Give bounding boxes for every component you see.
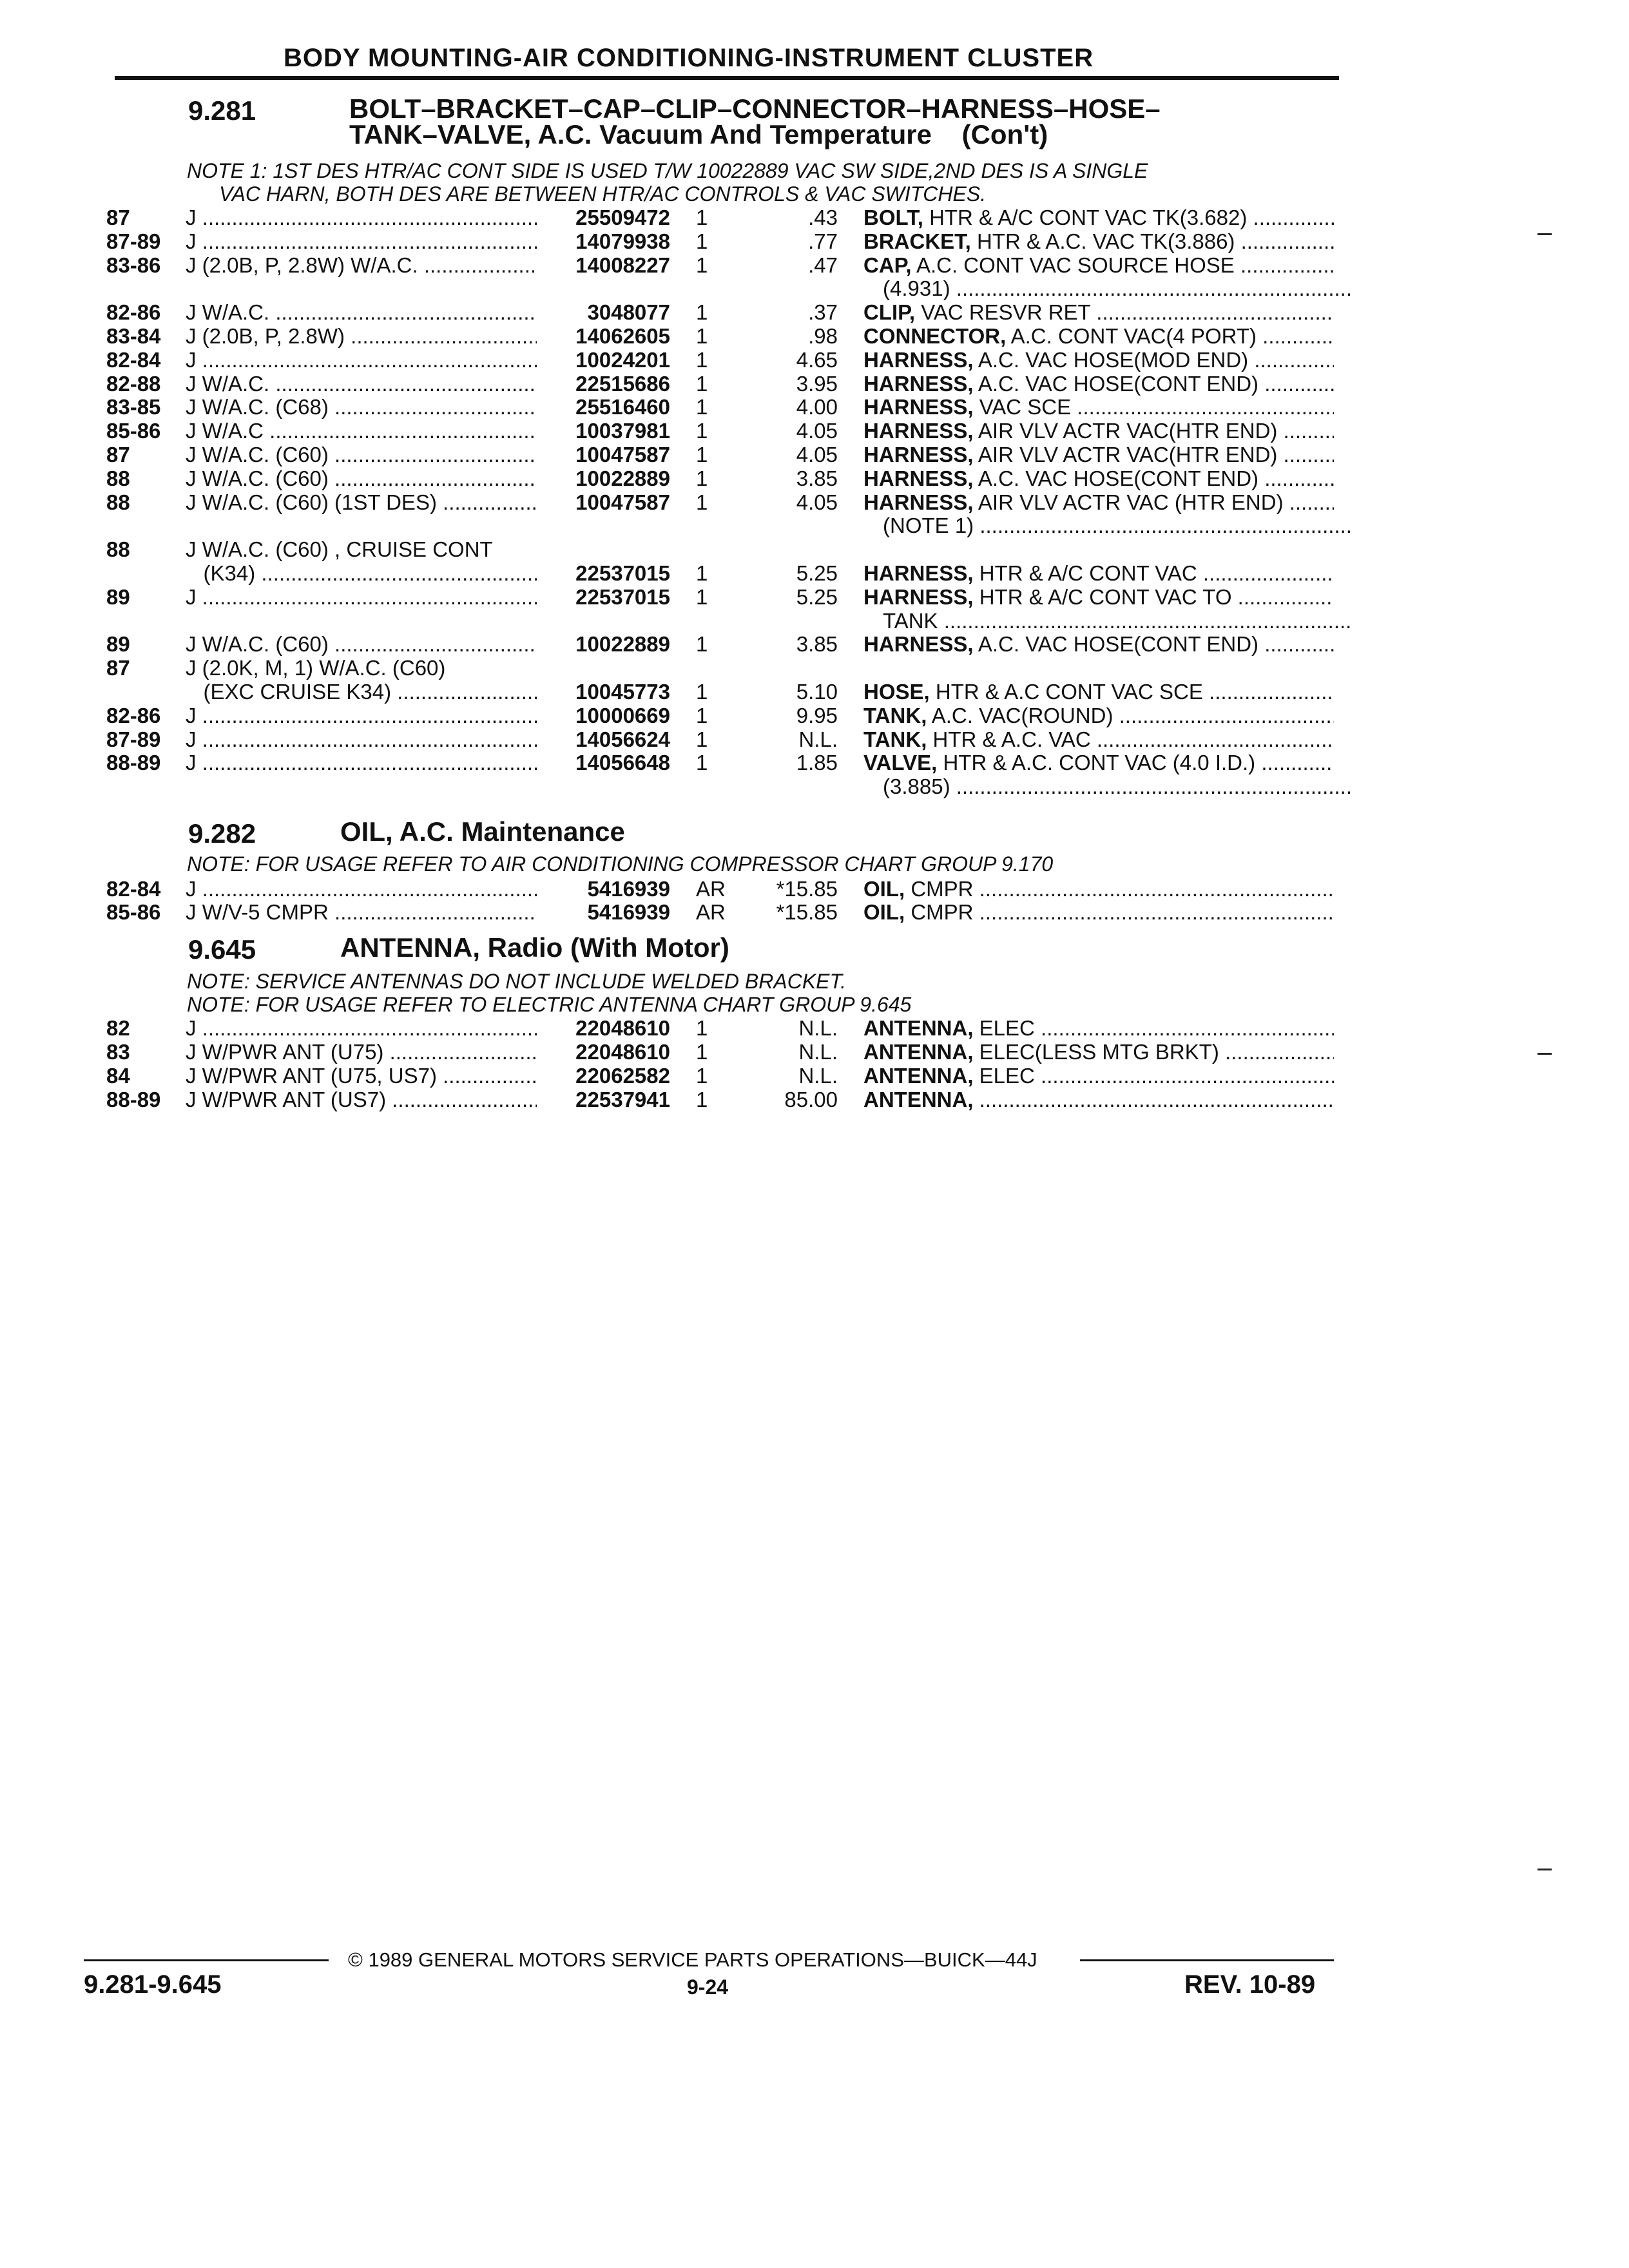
part-detail: HTR & A.C. VAC TK(3.886) (977, 230, 1235, 253)
part-row (0, 349, 1629, 372)
part-name: HARNESS, (863, 562, 974, 585)
quantity: 1 (696, 395, 708, 419)
part-detail: HTR & A.C. CONT VAC (4.0 I.D.) (943, 751, 1256, 774)
price: .43 (808, 206, 838, 229)
usage-code: J W/PWR ANT (U75, US7) ..... (186, 1064, 537, 1088)
usage-code: J ..... (186, 751, 537, 774)
part-number: 14079938 (575, 229, 670, 253)
part-description (863, 325, 1334, 348)
part-description (863, 396, 1334, 419)
footer-copyright: © 1989 GENERAL MOTORS SERVICE PARTS OPERATIONS—BUICK—44J (348, 1948, 1037, 1971)
part-name: HARNESS, (863, 349, 974, 372)
price: 5.10 (796, 680, 838, 704)
usage-code: J (2.0B, P, 2.8W) ..... (186, 325, 537, 348)
quantity: 1 (696, 751, 708, 774)
model-years: 82-88 (106, 372, 161, 396)
part-description (863, 728, 1334, 751)
part-description (863, 230, 1334, 253)
part-number: 10037981 (575, 419, 670, 443)
part-number: 10047587 (575, 490, 670, 514)
model-years: 85-86 (106, 419, 161, 443)
usage-code: (EXC CRUISE K34) ..... (186, 680, 537, 704)
part-name: OIL, (863, 878, 905, 901)
quantity: 1 (696, 466, 708, 490)
quantity: 1 (696, 490, 708, 514)
quantity: 1 (696, 561, 708, 585)
part-detail: A.C. VAC HOSE(CONT END) (978, 633, 1259, 656)
part-description (863, 878, 1334, 901)
part-number: 22537941 (575, 1088, 670, 1111)
price: .98 (808, 324, 838, 348)
model-years: 88 (106, 466, 130, 490)
model-years: 83-84 (106, 324, 161, 348)
model-years: 82-86 (106, 704, 161, 727)
model-years: 85-86 (106, 900, 161, 924)
part-description (863, 1041, 1334, 1064)
price: *15.85 (776, 877, 838, 901)
part-description (863, 562, 1334, 585)
part-description (863, 277, 1353, 300)
part-description (863, 372, 1334, 396)
part-description (863, 610, 1353, 633)
part-number: 14008227 (575, 253, 670, 277)
part-name: VALVE, (863, 751, 938, 774)
part-detail: A.C. VAC HOSE(MOD END) (978, 349, 1249, 372)
part-detail: ELEC (979, 1017, 1035, 1040)
part-row (0, 372, 1629, 396)
part-description (863, 206, 1334, 229)
usage-code: J W/A.C. (C68) ..... (186, 396, 537, 419)
part-row (0, 419, 1629, 443)
margin-mark (1537, 1053, 1552, 1055)
part-name: CAP, (863, 254, 912, 277)
part-row (0, 728, 1629, 751)
price: 1.85 (796, 751, 838, 774)
quantity: 1 (696, 300, 708, 324)
model-years: 88-89 (106, 1088, 161, 1111)
model-years: 87-89 (106, 229, 161, 253)
quantity: 1 (696, 1064, 708, 1088)
part-row (0, 396, 1629, 419)
part-row (0, 562, 1629, 585)
section-note: NOTE: FOR USAGE REFER TO ELECTRIC ANTENNA CHART GROUP 9.645 (187, 993, 912, 1016)
part-name: HARNESS, (863, 491, 974, 514)
price: N.L. (798, 1040, 838, 1064)
part-row (0, 491, 1629, 514)
quantity: 1 (696, 206, 708, 229)
part-detail: A.C. CONT VAC SOURCE HOSE (916, 254, 1235, 277)
margin-mark (1537, 1869, 1552, 1870)
part-number: 22537015 (575, 561, 670, 585)
model-years: 87 (106, 443, 130, 466)
quantity: 1 (696, 1040, 708, 1064)
part-description (863, 419, 1334, 443)
part-row (0, 206, 1629, 229)
header-rule (115, 76, 1339, 80)
part-row (0, 301, 1629, 324)
price: 4.65 (796, 348, 838, 372)
model-years: 88 (106, 490, 130, 514)
page-header-title: BODY MOUNTING-AIR CONDITIONING-INSTRUMENT CLUSTER (284, 44, 1094, 72)
section-note: NOTE: SERVICE ANTENNAS DO NOT INCLUDE WELDED BRACKET. (187, 970, 846, 993)
footer-rule-right (1080, 1959, 1334, 1961)
section-title: ANTENNA, Radio (With Motor) (340, 932, 729, 963)
part-detail: HTR & A/C CONT VAC (979, 562, 1197, 585)
part-detail: (NOTE 1) (883, 514, 974, 537)
section-number: 9.282 (188, 818, 256, 849)
section-number: 9.281 (188, 95, 256, 126)
quantity: 1 (696, 1016, 708, 1040)
part-detail: CMPR (911, 878, 974, 901)
part-description (863, 301, 1334, 324)
part-detail: VAC SCE (979, 396, 1072, 419)
quantity: 1 (696, 372, 708, 396)
part-name: HARNESS, (863, 419, 974, 443)
price: 9.95 (796, 704, 838, 727)
price: .37 (808, 300, 838, 324)
usage-code: J W/A.C. (C60) (1ST DES) ..... (186, 491, 537, 514)
part-description (863, 467, 1334, 490)
part-detail: ELEC(LESS MTG BRKT) (979, 1041, 1219, 1064)
usage-code: J ..... (186, 728, 537, 751)
part-detail: HTR & A.C CONT VAC SCE (935, 680, 1203, 704)
part-row (0, 680, 1629, 704)
part-name: ANTENNA, (863, 1041, 974, 1064)
part-name: OIL, (863, 901, 905, 924)
part-detail: A.C. VAC(ROUND) (931, 704, 1113, 727)
part-detail: VAC RESVR RET (921, 301, 1091, 324)
part-description (863, 491, 1334, 514)
part-number: 22048610 (575, 1040, 670, 1064)
part-description (863, 349, 1334, 372)
part-row (0, 1017, 1629, 1040)
part-name: BOLT, (863, 206, 923, 229)
footer-section-range: 9.281-9.645 (84, 1970, 222, 1999)
model-years: 88-89 (106, 751, 161, 774)
part-description (863, 1088, 1334, 1111)
part-number: 14056648 (575, 751, 670, 774)
price: 5.25 (796, 561, 838, 585)
model-years: 84 (106, 1064, 130, 1088)
usage-code: J ..... (186, 349, 537, 372)
model-years: 83-86 (106, 253, 161, 277)
model-years: 88 (106, 537, 130, 561)
part-row (0, 538, 1629, 561)
part-name: BRACKET, (863, 230, 971, 253)
part-description (863, 704, 1334, 727)
model-years: 82-84 (106, 348, 161, 372)
part-row (0, 254, 1629, 277)
part-description (863, 586, 1334, 609)
part-row (0, 878, 1629, 901)
model-years: 87 (106, 206, 130, 229)
quantity: AR (696, 900, 726, 924)
part-detail: TANK (883, 610, 938, 633)
part-name: HOSE, (863, 680, 930, 704)
quantity: 1 (696, 324, 708, 348)
part-name: HARNESS, (863, 443, 974, 466)
part-name: CLIP, (863, 301, 916, 324)
quantity: 1 (696, 443, 708, 466)
part-detail: HTR & A/C CONT VAC TK(3.682) (929, 206, 1248, 229)
part-number: 10022889 (575, 632, 670, 656)
part-name: CONNECTOR, (863, 325, 1007, 348)
usage-code: J W/V-5 CMPR ..... (186, 901, 537, 924)
part-description (863, 680, 1334, 704)
part-name: HARNESS, (863, 467, 974, 490)
part-number: 5416939 (587, 877, 670, 901)
usage-code: J W/PWR ANT (U75) ..... (186, 1041, 537, 1064)
price: 4.05 (796, 490, 838, 514)
usage-code: J ..... (186, 704, 537, 727)
part-number: 22537015 (575, 585, 670, 609)
part-number: 14062605 (575, 324, 670, 348)
quantity: 1 (696, 1088, 708, 1111)
price: *15.85 (776, 900, 838, 924)
part-detail: AIR VLV ACTR VAC(HTR END) (978, 443, 1278, 466)
price: 3.85 (796, 632, 838, 656)
part-description (863, 1017, 1334, 1040)
quantity: 1 (696, 229, 708, 253)
part-number: 5416939 (587, 900, 670, 924)
part-description (863, 514, 1353, 537)
part-row (0, 467, 1629, 490)
quantity: 1 (696, 253, 708, 277)
usage-code: J (2.0B, P, 2.8W) W/A.C. ..... (186, 254, 537, 277)
model-years: 89 (106, 632, 130, 656)
model-years: 82 (106, 1016, 130, 1040)
part-row (0, 704, 1629, 727)
part-row (0, 230, 1629, 253)
usage-code: J W/A.C. ..... (186, 301, 537, 324)
footer-revision: REV. 10-89 (1184, 1970, 1316, 1999)
model-years: 82-86 (106, 300, 161, 324)
part-detail: A.C. CONT VAC(4 PORT) (1010, 325, 1257, 348)
quantity: 1 (696, 704, 708, 727)
part-name: TANK, (863, 704, 927, 727)
section-note: NOTE: FOR USAGE REFER TO AIR CONDITIONING COMPRESSOR CHART GROUP 9.170 (187, 852, 1054, 876)
usage-code: J W/A.C. (C60) ..... (186, 633, 537, 656)
usage-code: (K34) ..... (186, 562, 537, 585)
usage-code: J W/A.C. (C60) ..... (186, 443, 537, 466)
part-row (0, 586, 1629, 609)
usage-code: J W/PWR ANT (US7) ..... (186, 1088, 537, 1111)
part-name: HARNESS, (863, 372, 974, 396)
part-description (863, 751, 1334, 774)
usage-code: J ..... (186, 878, 537, 901)
part-number: 3048077 (587, 300, 670, 324)
price: .47 (808, 253, 838, 277)
section-note: VAC HARN, BOTH DES ARE BETWEEN HTR/AC CONTROLS & VAC SWITCHES. (219, 182, 987, 206)
part-name: TANK, (863, 728, 927, 751)
usage-code: J (2.0K, M, 1) W/A.C. (C60) (186, 657, 446, 680)
part-description (863, 633, 1334, 656)
section-title: OIL, A.C. Maintenance (340, 816, 625, 847)
part-number: 22515686 (575, 372, 670, 396)
part-row (0, 657, 1629, 680)
part-row (0, 775, 1629, 798)
part-name: ANTENNA, (863, 1088, 974, 1111)
part-detail: HTR & A/C CONT VAC TO (979, 586, 1232, 609)
usage-code: J W/A.C ..... (186, 419, 537, 443)
part-number: 10045773 (575, 680, 670, 704)
part-number: 14056624 (575, 727, 670, 751)
usage-code: J W/A.C. (C60) , CRUISE CONT (186, 538, 493, 561)
price: 3.95 (796, 372, 838, 396)
part-number: 10000669 (575, 704, 670, 727)
part-detail: AIR VLV ACTR VAC (HTR END) (978, 491, 1284, 514)
part-row (0, 277, 1629, 300)
price: N.L. (798, 1064, 838, 1088)
usage-code: J ..... (186, 230, 537, 253)
usage-code: J W/A.C. ..... (186, 372, 537, 396)
price: .77 (808, 229, 838, 253)
part-description (863, 775, 1353, 798)
part-detail: A.C. VAC HOSE(CONT END) (978, 467, 1259, 490)
footer-page-number: 9-24 (687, 1975, 729, 1999)
price: 3.85 (796, 466, 838, 490)
part-detail: A.C. VAC HOSE(CONT END) (978, 372, 1259, 396)
part-detail: AIR VLV ACTR VAC(HTR END) (978, 419, 1278, 443)
model-years: 89 (106, 585, 130, 609)
quantity: 1 (696, 419, 708, 443)
section-title: BOLT–BRACKET–CAP–CLIP–CONNECTOR–HARNESS–HOSE– (349, 93, 1161, 124)
part-row (0, 1041, 1629, 1064)
section-title-continued: TANK–VALVE, A.C. Vacuum And Temperature (Con't) (349, 119, 1048, 149)
usage-code: J W/A.C. (C60) ..... (186, 467, 537, 490)
part-number: 10024201 (575, 348, 670, 372)
part-number: 22048610 (575, 1016, 670, 1040)
part-detail: CMPR (911, 901, 974, 924)
usage-code: J ..... (186, 206, 537, 229)
part-number: 25509472 (575, 206, 670, 229)
price: 85.00 (784, 1088, 838, 1111)
part-description (863, 254, 1334, 277)
price: N.L. (798, 1016, 838, 1040)
quantity: 1 (696, 585, 708, 609)
price: 4.05 (796, 443, 838, 466)
price: N.L. (798, 727, 838, 751)
footer-rule-left (84, 1959, 329, 1961)
part-detail: (4.931) (883, 277, 950, 300)
section-number: 9.645 (188, 934, 256, 965)
quantity: AR (696, 877, 726, 901)
part-number: 25516460 (575, 395, 670, 419)
model-years: 87-89 (106, 727, 161, 751)
quantity: 1 (696, 680, 708, 704)
price: 5.25 (796, 585, 838, 609)
part-description (863, 1064, 1334, 1088)
part-detail: HTR & A.C. VAC (932, 728, 1091, 751)
price: 4.05 (796, 419, 838, 443)
part-number: 10047587 (575, 443, 670, 466)
part-row (0, 1088, 1629, 1111)
part-name: HARNESS, (863, 586, 974, 609)
part-detail: ELEC (979, 1064, 1035, 1088)
quantity: 1 (696, 348, 708, 372)
model-years: 83-85 (106, 395, 161, 419)
part-name: ANTENNA, (863, 1064, 974, 1088)
part-row (0, 443, 1629, 466)
usage-code: J ..... (186, 586, 537, 609)
part-row (0, 751, 1629, 774)
section-note: NOTE 1: 1ST DES HTR/AC CONT SIDE IS USED T/W 10022889 VAC SW SIDE,2ND DES IS A SINGLE (187, 159, 1148, 182)
model-years: 87 (106, 656, 130, 680)
part-description (863, 901, 1334, 924)
margin-mark (1537, 233, 1552, 235)
part-description (863, 443, 1334, 466)
part-name: HARNESS, (863, 633, 974, 656)
model-years: 82-84 (106, 877, 161, 901)
part-number: 10022889 (575, 466, 670, 490)
part-row (0, 514, 1629, 537)
part-row (0, 325, 1629, 348)
usage-code: J ..... (186, 1017, 537, 1040)
part-row (0, 610, 1629, 633)
quantity: 1 (696, 632, 708, 656)
model-years: 83 (106, 1040, 130, 1064)
part-detail: (3.885) (883, 775, 950, 798)
part-row (0, 901, 1629, 924)
part-name: HARNESS, (863, 396, 974, 419)
part-row (0, 1064, 1629, 1088)
price: 4.00 (796, 395, 838, 419)
part-row (0, 633, 1629, 656)
part-number: 22062582 (575, 1064, 670, 1088)
part-name: ANTENNA, (863, 1017, 974, 1040)
quantity: 1 (696, 727, 708, 751)
